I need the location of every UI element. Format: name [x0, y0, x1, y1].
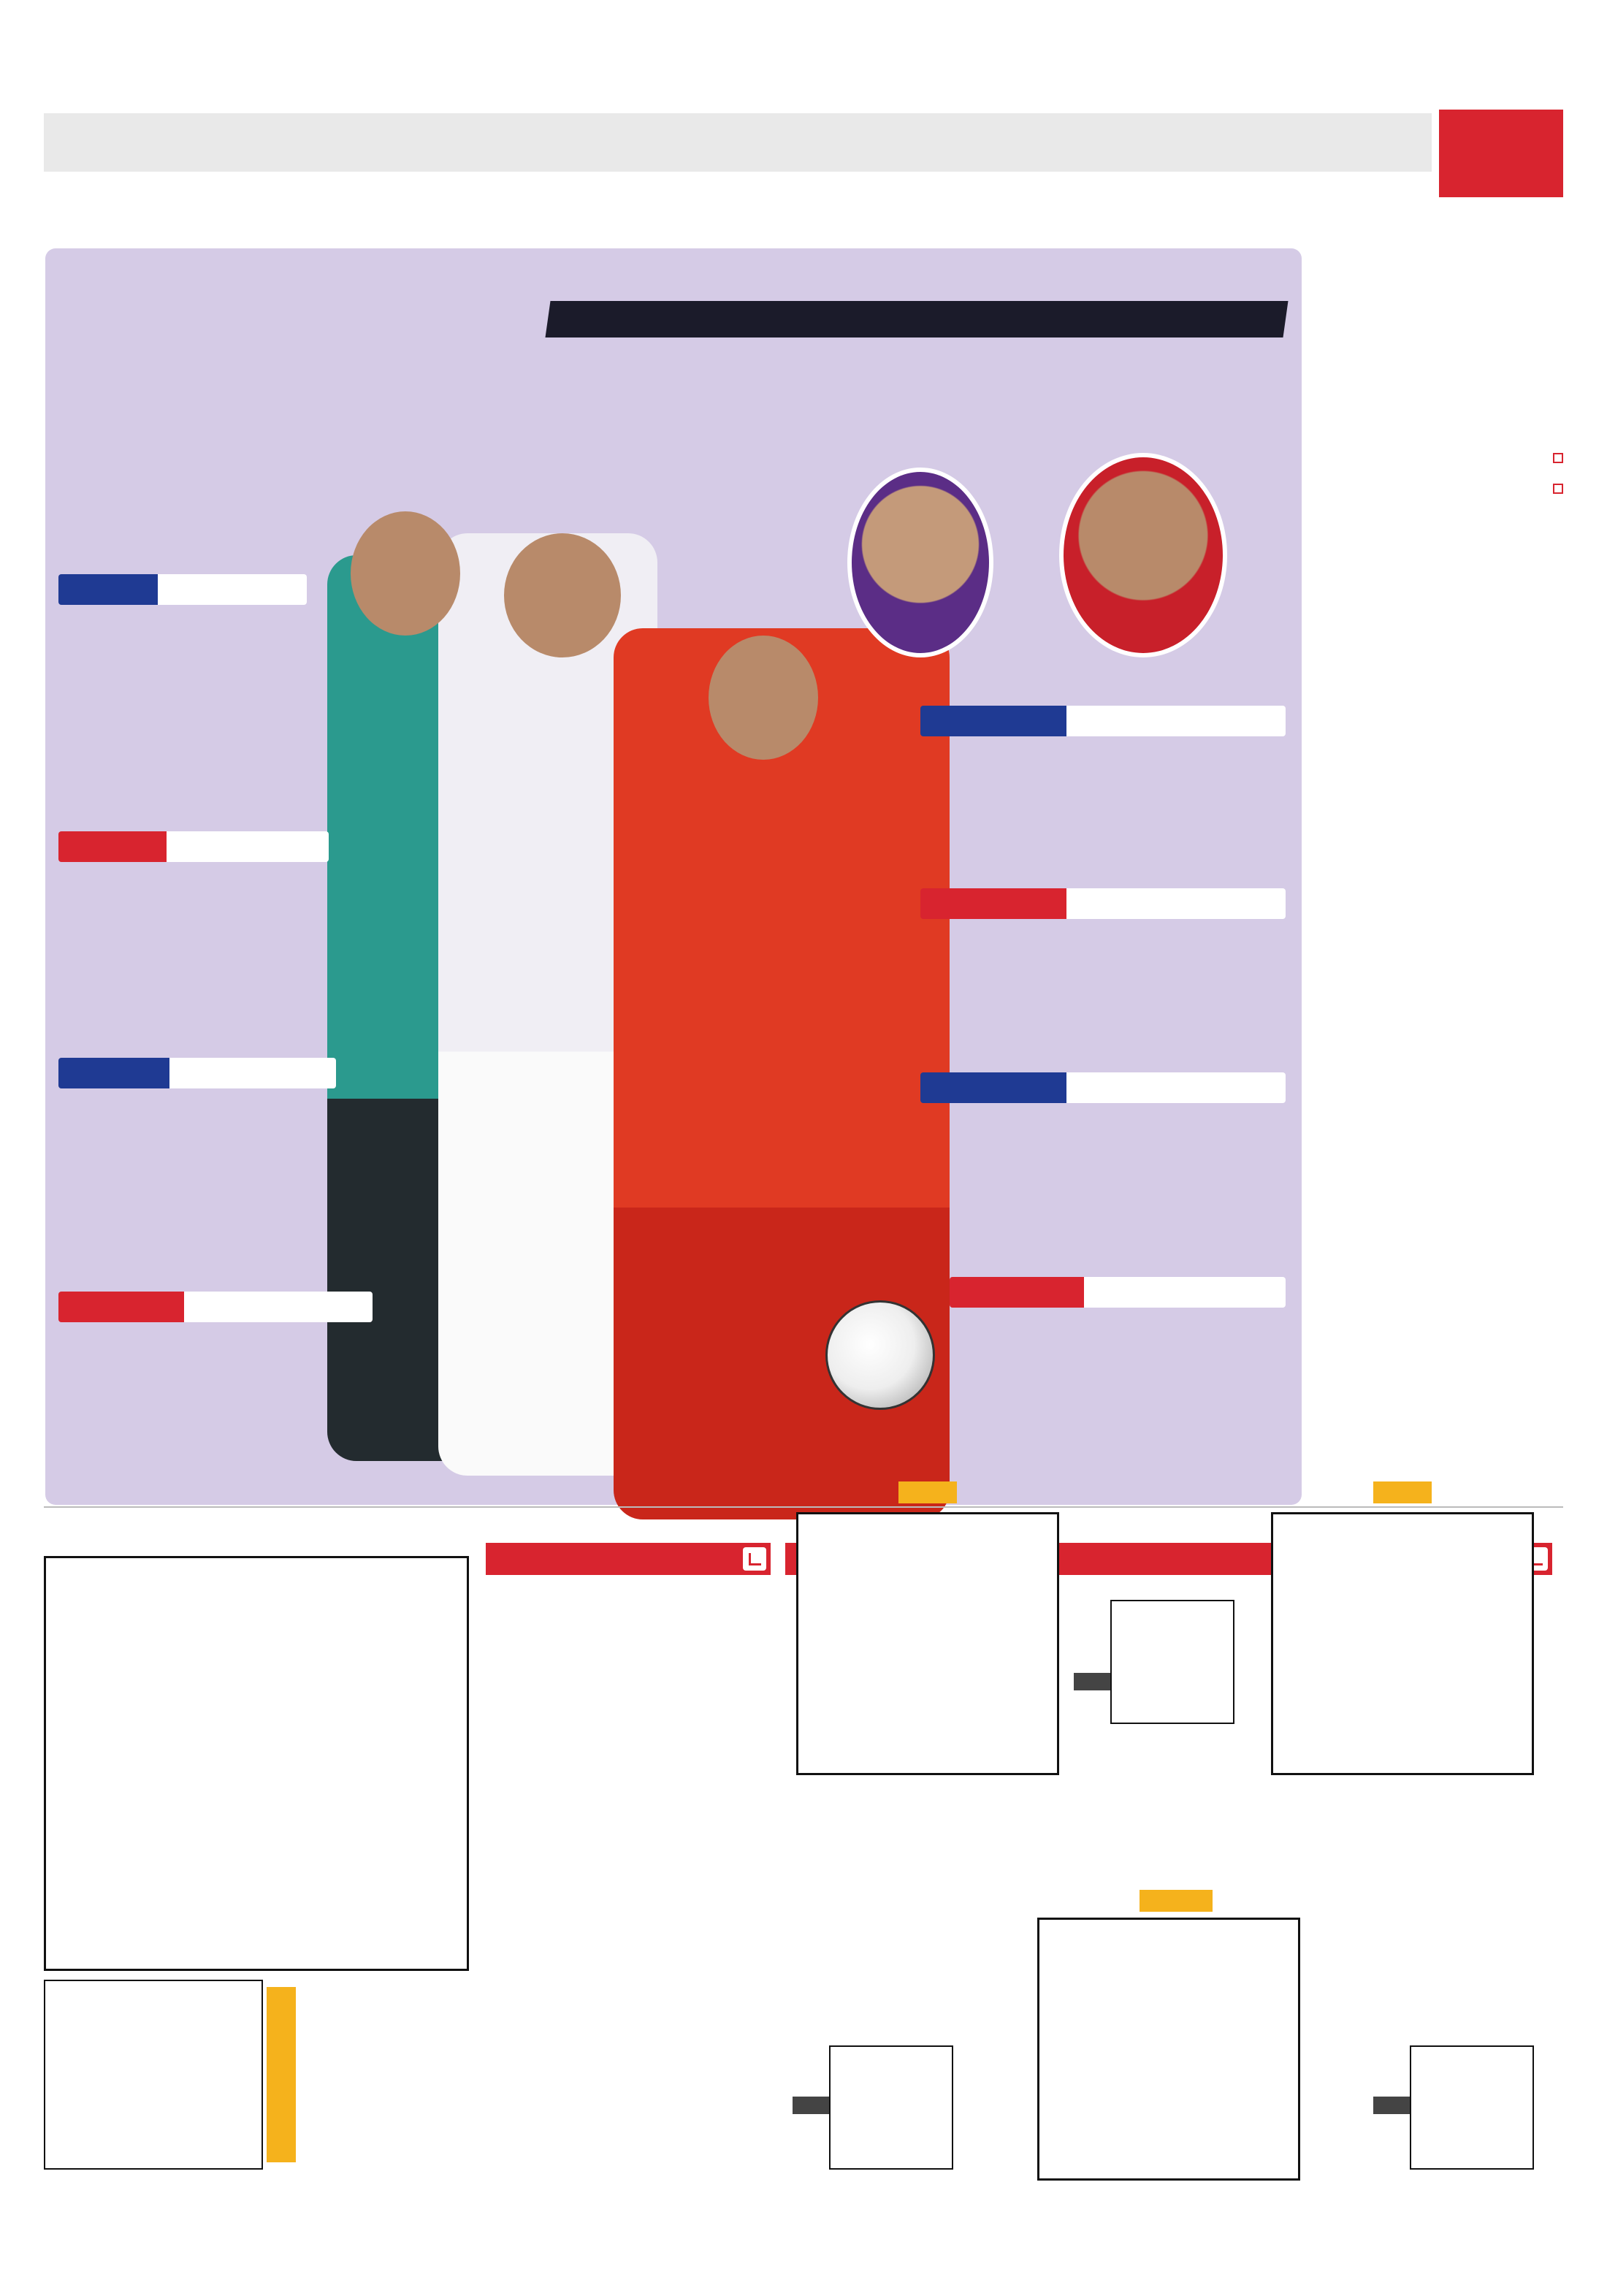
main-headline-second-line	[29, 300, 584, 519]
jersey-number-21	[343, 1081, 402, 1132]
section-bagheri	[58, 1058, 336, 1097]
previous-solution-tag	[267, 1987, 296, 2162]
player-face-1	[351, 511, 460, 636]
jersey-sponsor-ksc	[723, 891, 884, 935]
phone-number	[1439, 181, 1563, 206]
player-face-2	[504, 533, 621, 657]
section-aghaeipour	[920, 1072, 1286, 1112]
player-face-3	[709, 636, 818, 760]
section-pakdel	[58, 1292, 373, 1331]
square-bullet-icon	[1553, 453, 1563, 463]
headline-kicker	[555, 238, 1300, 272]
solution-tag-hard	[1373, 2097, 1410, 2114]
section-title	[58, 831, 329, 862]
solution-mini-grid-easy	[829, 2045, 953, 2170]
crossword-column-numbers	[44, 1534, 469, 1555]
jersey-sponsor-web	[526, 855, 606, 899]
section-goodarzi	[58, 574, 307, 614]
section-title	[58, 574, 307, 605]
column-article	[1322, 438, 1563, 500]
solution-mini-grid-hard	[1410, 2045, 1534, 2170]
level-label-easy	[1373, 1481, 1432, 1503]
crossword-row-numbers	[446, 1556, 469, 1971]
level-label-medium	[1140, 1890, 1213, 1912]
solution-tag-medium	[1074, 1673, 1110, 1690]
section-title	[920, 1072, 1286, 1103]
lede-paragraph	[562, 386, 1286, 503]
column-subtitle	[1322, 355, 1563, 418]
main-headline	[278, 131, 957, 307]
crossword-clues	[486, 1585, 771, 2184]
section-pahlevan	[920, 888, 1286, 928]
crossword-grid[interactable]	[44, 1556, 469, 1971]
football-ball	[825, 1300, 935, 1410]
issue-date-line	[950, 181, 1417, 206]
section-azadi	[950, 1277, 1286, 1316]
previous-crossword-solution	[44, 1980, 263, 2170]
section-saharkhizan	[58, 831, 329, 871]
previous-clues	[307, 1972, 482, 2177]
section-title	[920, 888, 1286, 919]
sudoku-medium-grid[interactable]	[1037, 1918, 1300, 2181]
level-label-hard	[898, 1481, 957, 1503]
headline-banner	[545, 301, 1288, 337]
jersey-number-35	[672, 1110, 738, 1154]
square-bullet-icon	[1553, 484, 1563, 494]
column-subhead-1	[1322, 446, 1563, 469]
column-title	[1322, 257, 1563, 352]
newspaper-logo	[1001, 117, 1410, 171]
solution-mini-grid-medium	[1110, 1600, 1234, 1724]
section-title	[920, 706, 1286, 736]
section-title	[58, 1292, 373, 1322]
crossword-header	[486, 1543, 771, 1575]
column-subhead-2	[1322, 476, 1563, 500]
section-title	[950, 1277, 1286, 1308]
puzzle-icon	[743, 1547, 766, 1571]
section-shojaeian	[920, 706, 1286, 745]
section-title	[58, 1058, 336, 1088]
solution-tag-easy	[793, 2097, 829, 2114]
sudoku-instructions	[796, 1549, 1366, 1578]
